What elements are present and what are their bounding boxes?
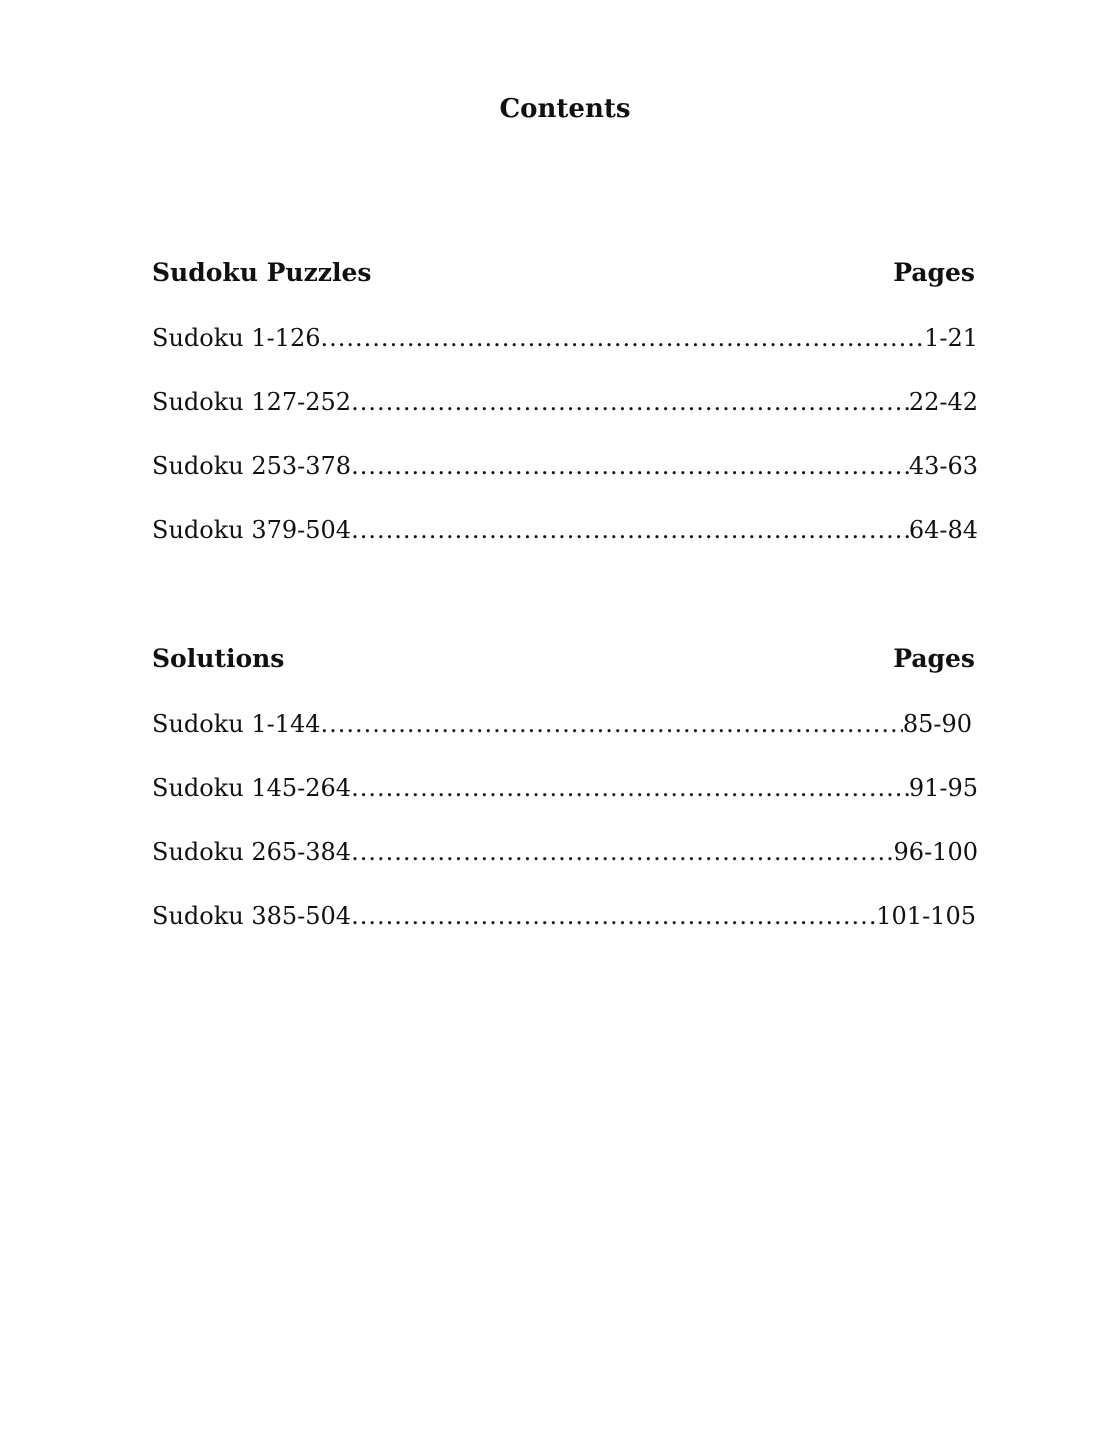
toc-entry[interactable] [152,708,978,740]
toc-entry-pages: 96-100 [893,838,978,866]
section-header [152,256,978,290]
dot-leader [351,386,909,418]
toc-entry-label: Sudoku 385-504 [152,902,352,930]
toc-entry[interactable] [152,386,978,418]
toc-entry-pages: 64-84 [908,516,978,544]
section-heading: Sudoku Puzzles [152,258,372,287]
toc-entry-pages: 85-90 [902,710,972,738]
toc-entry-pages: 101-105 [876,902,976,930]
dot-leader [321,708,903,740]
toc-entry[interactable] [152,322,978,354]
toc-entry-label: Sudoku 1-126 [152,324,321,352]
section-header [152,642,978,676]
toc-entry-pages: 22-42 [908,388,978,416]
toc-entry-label: Sudoku 379-504 [152,516,352,544]
toc-entry-label: Sudoku 127-252 [152,388,352,416]
toc-entry-label: Sudoku 253-378 [152,452,352,480]
page-title: Contents [499,94,631,124]
dot-leader [351,836,893,868]
pages-heading: Pages [893,644,975,673]
section-heading: Solutions [152,644,285,673]
dot-leader [351,772,909,804]
toc-entry[interactable] [152,836,978,868]
toc-entry[interactable] [152,900,978,932]
toc-entry[interactable] [152,450,978,482]
toc-entry-label: Sudoku 145-264 [152,774,352,802]
toc-entry-pages: 43-63 [908,452,978,480]
toc-entry-pages: 1-21 [924,324,978,352]
pages-heading: Pages [893,258,975,287]
dot-leader [351,900,876,932]
toc-entry[interactable] [152,514,978,546]
toc-section-puzzles [152,256,978,546]
toc-entry-label: Sudoku 1-144 [152,710,321,738]
toc-entry[interactable] [152,772,978,804]
toc-entry-pages: 91-95 [908,774,978,802]
dot-leader [351,514,909,546]
dot-leader [321,322,925,354]
dot-leader [351,450,909,482]
toc-entry-label: Sudoku 265-384 [152,838,352,866]
toc-section-solutions [152,642,978,932]
